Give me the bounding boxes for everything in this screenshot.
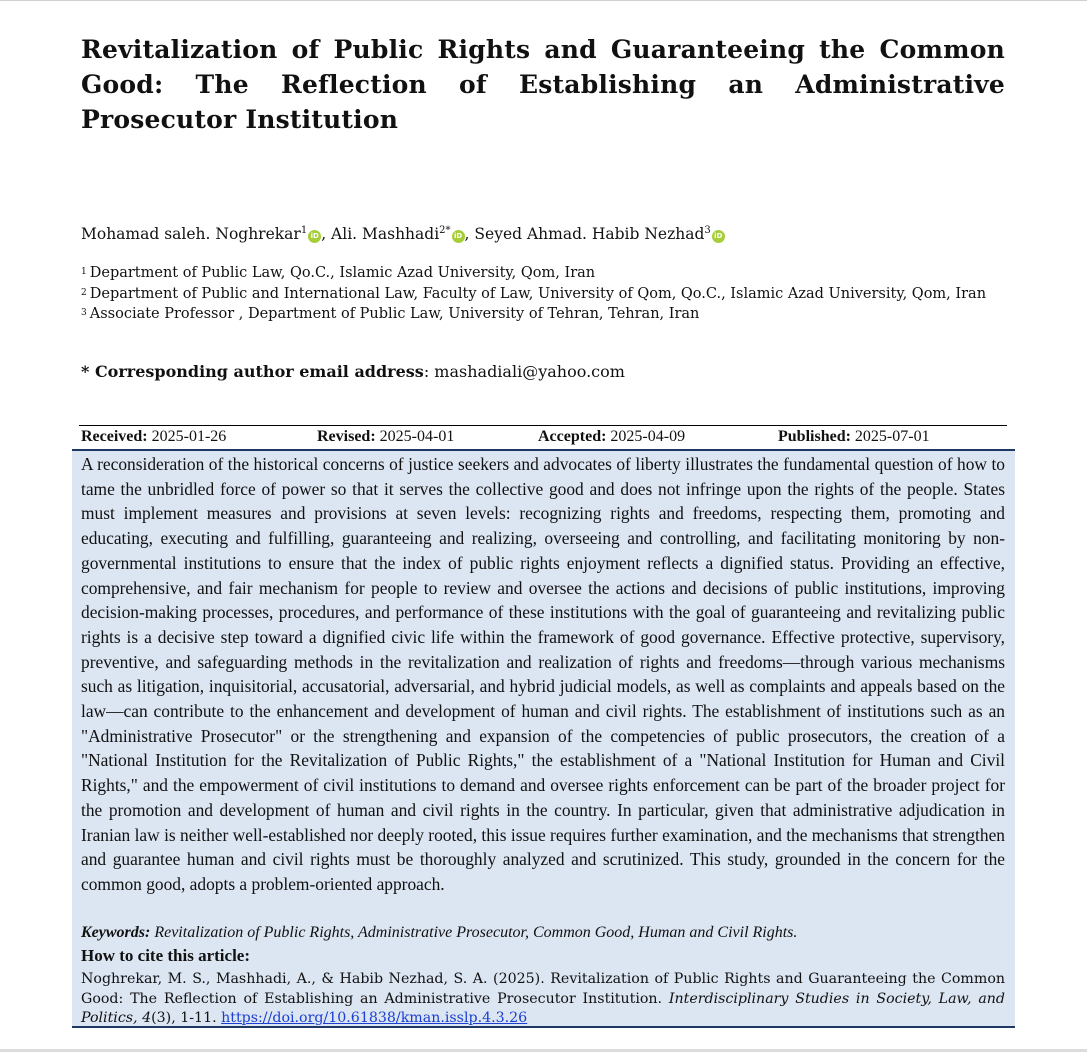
- author-list: Mohamad saleh. Noghrekar$^1$ iD , Ali. Mashhadi$^{2*}$ iD , Seyed Ahmad. Habib Nezhad$^3$ iD: [81, 219, 1011, 246]
- author-name: Seyed Ahmad. Habib Nezhad: [474, 225, 705, 243]
- author-name: Ali. Mashhadi: [331, 225, 440, 243]
- author-affiliation-mark: 3: [704, 225, 711, 236]
- affiliation-item: $^3$ Associate Professor , Department of Public Law, University of Tehran, Tehran, Iran: [81, 306, 700, 322]
- author-affiliation-mark: 1: [300, 225, 308, 236]
- how-to-cite-heading: How to cite this article:: [81, 946, 250, 965]
- paper-title: Revitalization of Public Rights and Guaranteeing the Common Good: The Reflection of Establishing an Administrative Prosecutor Institution: [81, 35, 1005, 134]
- published-date: Published: 2025-07-01: [778, 428, 930, 445]
- orcid-icon[interactable]: iD: [712, 230, 725, 243]
- top-border: [0, 0, 1087, 1]
- orcid-icon[interactable]: iD: [452, 230, 465, 243]
- affiliation-item: $^1$ Department of Public Law, Qo.C., Islamic Azad University, Qom, Iran: [81, 265, 596, 281]
- affiliation-list: [81, 263, 1041, 325]
- author-affiliation-mark: 2*: [439, 225, 451, 236]
- revised-date: Revised: 2025-04-01: [317, 428, 455, 445]
- dates-divider: [79, 425, 1007, 426]
- abstract-text: A reconsideration of the historical concerns of justice seekers and advocates of liberty illustrates the fundamental question of how to tame the unbridled force of power so that it serves the collective good and does not infringe upon the rights of the people. States must implement measures and provisions at seven levels: recognizing rights and freedoms, respecting them, promoting and educating, executing and fulfilling, guaranteeing and realizing, overseeing and controlling, and facilitating monitoring by non-governmental institutions to ensure that the index of public rights enjoyment reflects a dignified status. Providing an effective, comprehensive, and fair mechanism for people to review and oversee the actions and decisions of public institutions, improving decision-making processes, procedures, and performance of these institutions with the goal of guaranteeing and revitalizing public rights is a decisive step toward a dignified civic life within the framework of good governance. Effective protective, supervisory, preventive, and safeguarding methods in the revitalization and realization of rights and freedoms—through various mechanisms such as litigation, inquisitorial, accusatorial, adversarial, and hybrid judicial models, as well as complaints and appeals based on the law—can contribute to the enhancement and development of human and civil rights. The establishment of institutions such as an "Administrative Prosecutor" or the strengthening and expansion of the competencies of public prosecutors, the creation of a "National Institution for the Revitalization of Public Rights," the establishment of a "National Institution for Human and Civil Rights," and the empowerment of civil institutions to demand and oversee rights enforcement can be part of the broader project for the promotion and development of human and civil rights in the country. In particular, given that administrative adjudication in Iranian law is neither well-established nor deeply rooted, this issue requires further examination, and the mechanisms that strengthen and guarantee human and civil rights must be thoroughly analyzed and scrutinized. This study, grounded in the concern for the common good, adopts a problem-oriented approach.: [81, 454, 1005, 894]
- accepted-date: Accepted: 2025-04-09: [538, 428, 686, 445]
- citation-text: Noghrekar, M. S., Mashhadi, A., & Habib Nezhad, S. A. (2025). Revitalization of Public Rights and Guaranteeing the Common Good: The Reflection of Establishing an Administrative Prosecutor Institution. Interdisciplinary Studies in Society, Law, and Politics, 4(3), 1-11. https://doi.org/10.61838/kman.isslp.4.3.26: [81, 971, 1005, 1026]
- orcid-icon[interactable]: iD: [308, 230, 321, 243]
- corresponding-email[interactable]: mashadiali@yahoo.com: [434, 362, 625, 381]
- affiliation-item: $^2$ Department of Public and International Law, Faculty of Law, University of Qom, Qo.C., Islamic Azad University, Qom, Iran: [81, 285, 987, 302]
- corresponding-label: * Corresponding author email address: [81, 362, 424, 381]
- keywords: [81, 922, 1005, 944]
- keywords-text: Revitalization of Public Rights, Administrative Prosecutor, Common Good, Human and Civil Rights.: [154, 924, 798, 941]
- publication-dates: [0, 427, 1087, 447]
- corresponding-author: * Corresponding author email address: mashadiali@yahoo.com: [81, 362, 625, 381]
- keywords-label: Keywords:: [81, 924, 151, 941]
- received-date: Received: 2025-01-26: [81, 428, 227, 445]
- journal-name: Interdisciplinary Studies in Society, Law, and Politics, 4: [81, 990, 1005, 1026]
- author-name: Mohamad saleh. Noghrekar: [81, 225, 301, 243]
- doi-link[interactable]: https://doi.org/10.61838/kman.isslp.4.3.26: [221, 1010, 528, 1026]
